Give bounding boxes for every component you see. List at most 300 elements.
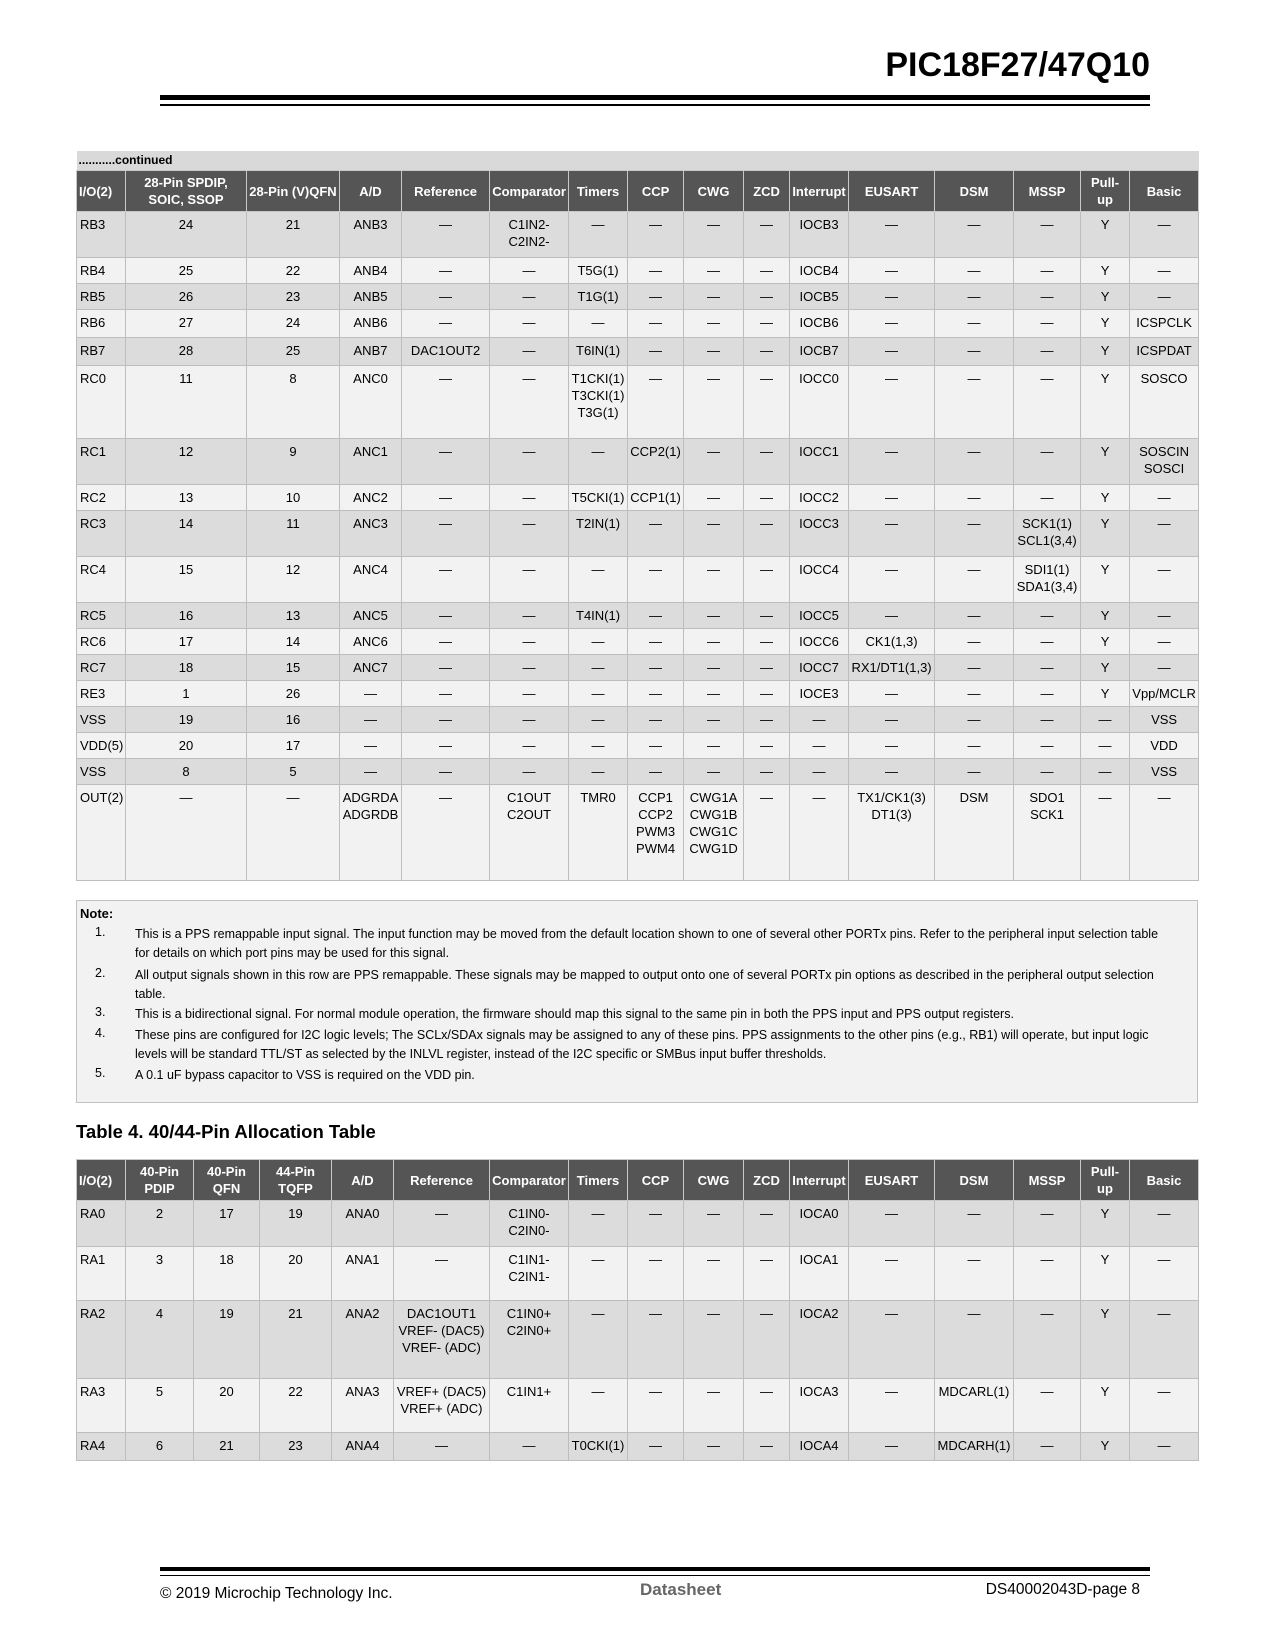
cell-text: — xyxy=(707,634,721,649)
cell-text: — xyxy=(439,686,453,701)
cell-text: — xyxy=(1157,634,1171,649)
cell-text: 13 xyxy=(178,490,194,505)
cell-text: IOCB3 xyxy=(799,217,839,232)
table-cell xyxy=(744,338,790,366)
table-cell xyxy=(490,629,569,655)
table-cell xyxy=(77,439,126,485)
table-cell xyxy=(247,603,340,629)
table-cell xyxy=(1014,1301,1081,1379)
cell-text: — xyxy=(649,562,663,577)
table-cell xyxy=(490,366,569,439)
cell-text: — xyxy=(1157,1206,1171,1221)
table-cell xyxy=(684,366,744,439)
cell-text: CCP2 xyxy=(638,807,673,822)
table-cell xyxy=(394,1433,490,1461)
cell-text: 21 xyxy=(285,217,301,232)
table-cell xyxy=(340,733,402,759)
table-cell xyxy=(1130,511,1199,557)
table-cell xyxy=(684,1433,744,1461)
cell-text: RC6 xyxy=(80,634,107,649)
cell-text: 25 xyxy=(285,343,301,358)
table-cell xyxy=(569,707,628,733)
cell-text: TX1/CK1(3) xyxy=(857,790,926,805)
table-caption: Table 4. 40/44-Pin Allocation Table xyxy=(76,1121,376,1142)
table-cell xyxy=(194,1379,260,1433)
table-cell xyxy=(247,338,340,366)
table-cell xyxy=(849,284,935,310)
table-row xyxy=(77,1433,1199,1461)
table-cell xyxy=(569,258,628,284)
table-cell xyxy=(628,785,684,881)
table-cell xyxy=(744,212,790,258)
cell-text: — xyxy=(707,263,721,278)
cell-text: 8 xyxy=(289,371,297,386)
cell-text: — xyxy=(439,263,453,278)
cell-text: — xyxy=(707,315,721,330)
cell-text: RB4 xyxy=(80,263,106,278)
column-header: 40-Pin PDIP xyxy=(126,1160,194,1201)
table-cell xyxy=(126,681,247,707)
table-cell xyxy=(77,284,126,310)
table-cell xyxy=(684,759,744,785)
cell-text: — xyxy=(812,790,826,805)
table-cell xyxy=(849,1379,935,1433)
cell-text: 5 xyxy=(289,764,297,779)
table-cell xyxy=(126,603,247,629)
cell-text: — xyxy=(967,1306,981,1321)
cell-text: 14 xyxy=(285,634,301,649)
cell-text: Y xyxy=(1100,289,1110,304)
cell-text: Y xyxy=(1100,608,1110,623)
table-cell xyxy=(1130,1433,1199,1461)
cell-text: — xyxy=(1157,1306,1171,1321)
cell-text: — xyxy=(885,712,899,727)
cell-text: — xyxy=(707,712,721,727)
table-cell xyxy=(790,629,849,655)
table-cell xyxy=(490,1201,569,1247)
table-cell xyxy=(77,1301,126,1379)
table-cell xyxy=(260,1201,332,1247)
cell-text: TMR0 xyxy=(580,790,616,805)
table-cell xyxy=(490,759,569,785)
cell-text: — xyxy=(707,490,721,505)
cell-text: — xyxy=(591,562,605,577)
cell-text: ANC7 xyxy=(353,660,388,675)
cell-text: 24 xyxy=(285,315,301,330)
cell-text: — xyxy=(885,444,899,459)
table-cell xyxy=(402,681,490,707)
table-cell xyxy=(935,366,1014,439)
cell-text: — xyxy=(1040,1384,1054,1399)
note-number: 1. xyxy=(95,925,106,939)
cell-text: 19 xyxy=(219,1306,234,1321)
cell-text: Y xyxy=(1100,490,1110,505)
table-cell xyxy=(790,284,849,310)
cell-text: — xyxy=(967,1206,981,1221)
cell-text: Y xyxy=(1100,343,1110,358)
table-cell xyxy=(340,655,402,681)
table-cell xyxy=(790,439,849,485)
cell-text: VDD xyxy=(1150,738,1178,753)
table-cell xyxy=(490,655,569,681)
table-cell xyxy=(402,258,490,284)
cell-text: — xyxy=(1040,712,1054,727)
table-cell xyxy=(684,338,744,366)
cell-text: — xyxy=(812,712,826,727)
table-cell xyxy=(935,1201,1014,1247)
cell-text: Y xyxy=(1100,1306,1110,1321)
cell-text: — xyxy=(760,562,774,577)
cell-text: — xyxy=(649,634,663,649)
table-cell xyxy=(849,485,935,511)
cell-text: IOCC4 xyxy=(799,562,839,577)
table-cell xyxy=(569,557,628,603)
table-cell xyxy=(490,439,569,485)
cell-text: RB6 xyxy=(80,315,106,330)
footer-copyright: © 2019 Microchip Technology Inc. xyxy=(160,1585,393,1602)
cell-text: ANC1 xyxy=(353,444,388,459)
table-cell xyxy=(628,212,684,258)
column-header: A/D xyxy=(332,1160,394,1201)
table-cell xyxy=(402,655,490,681)
table-cell xyxy=(1081,439,1130,485)
cell-text: 21 xyxy=(219,1438,234,1453)
cell-text: — xyxy=(649,712,663,727)
table-cell xyxy=(1014,511,1081,557)
cell-text: — xyxy=(967,371,981,386)
column-header: MSSP xyxy=(1014,171,1081,212)
table-cell xyxy=(332,1301,394,1379)
table-cell xyxy=(1130,1301,1199,1379)
cell-text: CWG1C xyxy=(689,824,738,839)
table-cell xyxy=(628,681,684,707)
cell-text: — xyxy=(760,217,774,232)
cell-text: Y xyxy=(1100,371,1110,386)
table-cell xyxy=(935,707,1014,733)
cell-text: — xyxy=(967,343,981,358)
cell-text: 4 xyxy=(155,1306,164,1321)
cell-text: 19 xyxy=(288,1206,303,1221)
table-cell xyxy=(340,338,402,366)
table-cell xyxy=(1081,707,1130,733)
column-header: EUSART xyxy=(849,171,935,212)
cell-text: DSM xyxy=(959,790,989,805)
table-cell xyxy=(1130,707,1199,733)
table-cell xyxy=(849,557,935,603)
cell-text: ADGRDA xyxy=(342,790,399,805)
cell-text: — xyxy=(439,608,453,623)
table-cell xyxy=(744,1301,790,1379)
note-text: This is a bidirectional signal. For normal module operation, the firmware should map this signal to the same pin in both the PPS input and PPS output registers. xyxy=(135,1007,1014,1021)
table-cell xyxy=(684,603,744,629)
table-cell xyxy=(402,603,490,629)
cell-text: — xyxy=(1040,444,1054,459)
cell-text: — xyxy=(967,315,981,330)
cell-text: 15 xyxy=(285,660,301,675)
cell-text: IOCC1 xyxy=(799,444,839,459)
table-cell xyxy=(744,1201,790,1247)
table-row xyxy=(77,212,1199,258)
table-cell xyxy=(247,310,340,338)
cell-text: — xyxy=(885,1306,898,1321)
table-cell xyxy=(247,258,340,284)
cell-text: — xyxy=(1098,790,1112,805)
table-cell xyxy=(1081,310,1130,338)
table-cell xyxy=(744,733,790,759)
cell-text: — xyxy=(885,608,899,623)
table-cell xyxy=(394,1301,490,1379)
cell-text: — xyxy=(967,562,981,577)
cell-text: — xyxy=(522,686,536,701)
cell-text: — xyxy=(967,1252,981,1267)
table-cell xyxy=(628,707,684,733)
table-cell xyxy=(247,485,340,511)
cell-text: VSS xyxy=(1151,764,1178,779)
cell-text: — xyxy=(967,289,981,304)
table-cell xyxy=(1130,785,1199,881)
table-cell xyxy=(849,258,935,284)
table-row xyxy=(77,785,1199,881)
cell-text: VSS xyxy=(80,764,107,779)
table-cell xyxy=(628,338,684,366)
document-title: PIC18F27/47Q10 xyxy=(885,46,1150,84)
cell-text: ANB4 xyxy=(353,263,388,278)
cell-text: C2IN1- xyxy=(508,1269,550,1284)
footer-page-number: DS40002043D-page 8 xyxy=(985,1581,1140,1598)
table-cell xyxy=(490,707,569,733)
cell-text: C1IN1- xyxy=(508,1252,550,1267)
table-cell xyxy=(1130,1379,1199,1433)
table-cell xyxy=(1130,338,1199,366)
cell-text: 22 xyxy=(288,1384,303,1399)
table-cell xyxy=(935,212,1014,258)
table-cell xyxy=(247,681,340,707)
cell-text: MDCARL(1) xyxy=(938,1384,1010,1399)
cell-text: — xyxy=(707,1206,720,1221)
cell-text: C1IN2- xyxy=(508,217,550,232)
note-number: 2. xyxy=(95,966,106,980)
table-cell xyxy=(628,1379,684,1433)
table-cell xyxy=(744,366,790,439)
cell-text: 19 xyxy=(178,712,194,727)
table-cell xyxy=(490,785,569,881)
table-cell xyxy=(340,681,402,707)
table-cell xyxy=(684,1247,744,1301)
table-cell xyxy=(1081,212,1130,258)
cell-text: ANC3 xyxy=(353,516,388,531)
cell-text: 18 xyxy=(178,660,194,675)
cell-text: — xyxy=(885,562,899,577)
cell-text: 26 xyxy=(285,686,301,701)
cell-text: — xyxy=(707,371,721,386)
cell-text: Vpp/MCLR xyxy=(1132,686,1196,701)
column-header: DSM xyxy=(935,1160,1014,1201)
cell-text: — xyxy=(649,1206,662,1221)
table-cell xyxy=(790,1433,849,1461)
table-cell xyxy=(490,1379,569,1433)
cell-text: — xyxy=(885,516,899,531)
table-cell xyxy=(790,338,849,366)
table-cell xyxy=(790,707,849,733)
table-cell xyxy=(1130,655,1199,681)
table-cell xyxy=(77,557,126,603)
table-cell xyxy=(628,366,684,439)
table-cell xyxy=(247,785,340,881)
cell-text: ANA2 xyxy=(345,1306,380,1321)
cell-text: — xyxy=(707,1306,720,1321)
cell-text: — xyxy=(885,217,899,232)
cell-text: IOCB7 xyxy=(799,343,839,358)
cell-text: — xyxy=(967,738,981,753)
cell-text: 8 xyxy=(182,764,190,779)
cell-text: CCP1(1) xyxy=(630,490,681,505)
cell-text: — xyxy=(1040,686,1054,701)
table-cell xyxy=(849,212,935,258)
cell-text: — xyxy=(522,562,536,577)
table-cell xyxy=(684,212,744,258)
cell-text: — xyxy=(591,634,605,649)
table-cell xyxy=(935,681,1014,707)
table-cell xyxy=(684,485,744,511)
table-cell xyxy=(126,707,247,733)
cell-text: — xyxy=(591,686,605,701)
table-cell xyxy=(340,629,402,655)
cell-text: T5G(1) xyxy=(577,263,619,278)
cell-text: PWM4 xyxy=(636,841,676,856)
table-cell xyxy=(935,1379,1014,1433)
cell-text: — xyxy=(760,516,774,531)
cell-text: SDI1(1) xyxy=(1024,562,1070,577)
cell-text: 15 xyxy=(178,562,194,577)
table-cell xyxy=(340,439,402,485)
cell-text: 9 xyxy=(289,444,297,459)
table-cell xyxy=(744,557,790,603)
table-cell xyxy=(849,785,935,881)
column-header: Comparator xyxy=(490,1160,569,1201)
table-cell xyxy=(402,511,490,557)
cell-text: 23 xyxy=(285,289,301,304)
table-cell xyxy=(194,1247,260,1301)
cell-text: — xyxy=(1157,1384,1171,1399)
cell-text: MDCARH(1) xyxy=(937,1438,1011,1453)
cell-text: VSS xyxy=(80,712,107,727)
column-header: Basic xyxy=(1130,171,1199,212)
cell-text: ANC5 xyxy=(353,608,388,623)
table-cell xyxy=(1130,485,1199,511)
cell-text: IOCC7 xyxy=(799,660,839,675)
table-cell xyxy=(247,733,340,759)
table-cell xyxy=(77,1201,126,1247)
table-cell xyxy=(744,603,790,629)
table-cell xyxy=(849,681,935,707)
cell-text: T1G(1) xyxy=(577,289,619,304)
table-cell xyxy=(790,557,849,603)
table-cell xyxy=(849,655,935,681)
cell-text: — xyxy=(760,634,774,649)
table-cell xyxy=(1014,603,1081,629)
pin-allocation-table-28pin xyxy=(76,151,1199,881)
table-cell xyxy=(402,338,490,366)
table-cell xyxy=(628,655,684,681)
table-cell xyxy=(790,655,849,681)
column-header: 44-Pin TQFP xyxy=(260,1160,332,1201)
cell-text: — xyxy=(707,444,721,459)
column-header: ZCD xyxy=(744,171,790,212)
table-cell xyxy=(77,785,126,881)
cell-text: T4IN(1) xyxy=(576,608,621,623)
table-cell xyxy=(340,366,402,439)
cell-text: IOCA4 xyxy=(799,1438,839,1453)
cell-text: VDD(5) xyxy=(80,738,124,753)
table-cell xyxy=(332,1379,394,1433)
column-header: CCP xyxy=(628,1160,684,1201)
cell-text: — xyxy=(760,289,774,304)
cell-text: — xyxy=(707,1252,720,1267)
cell-text: ANB3 xyxy=(353,217,388,232)
table-cell xyxy=(684,681,744,707)
table-cell xyxy=(126,629,247,655)
cell-text: — xyxy=(967,686,981,701)
cell-text: — xyxy=(885,315,899,330)
cell-text: RA0 xyxy=(80,1206,106,1221)
cell-text: RC1 xyxy=(80,444,107,459)
table-cell xyxy=(569,1247,628,1301)
table-cell xyxy=(402,310,490,338)
table-cell xyxy=(1081,733,1130,759)
table-cell xyxy=(340,485,402,511)
table-cell xyxy=(1081,557,1130,603)
table-cell xyxy=(569,1201,628,1247)
cell-text: — xyxy=(522,315,536,330)
table-row xyxy=(77,707,1199,733)
cell-text: — xyxy=(591,315,605,330)
table-cell xyxy=(1130,1201,1199,1247)
table-cell xyxy=(126,439,247,485)
cell-text: ANC4 xyxy=(353,562,388,577)
table-cell xyxy=(628,1433,684,1461)
table-cell xyxy=(126,212,247,258)
cell-text: — xyxy=(1040,1206,1054,1221)
table-row xyxy=(77,485,1199,511)
table-cell xyxy=(935,439,1014,485)
cell-text: ANA3 xyxy=(345,1384,380,1399)
cell-text: — xyxy=(885,1384,898,1399)
cell-text: 10 xyxy=(285,490,301,505)
table-row xyxy=(77,759,1199,785)
column-header: DSM xyxy=(935,171,1014,212)
table-cell xyxy=(744,310,790,338)
table-cell xyxy=(935,629,1014,655)
cell-text: — xyxy=(707,608,721,623)
table-cell xyxy=(490,258,569,284)
table-cell xyxy=(1130,284,1199,310)
cell-text: — xyxy=(649,371,663,386)
table-cell xyxy=(744,258,790,284)
table-cell xyxy=(684,310,744,338)
cell-text: RX1/DT1(1,3) xyxy=(851,660,932,675)
table-cell xyxy=(77,310,126,338)
table-cell xyxy=(744,759,790,785)
cell-text: — xyxy=(1157,660,1171,675)
table-cell xyxy=(684,258,744,284)
table-cell xyxy=(744,681,790,707)
cell-text: — xyxy=(967,764,981,779)
table-cell xyxy=(569,284,628,310)
cell-text: — xyxy=(1098,712,1112,727)
cell-text: ANB5 xyxy=(353,289,388,304)
table-cell xyxy=(684,511,744,557)
table-cell xyxy=(126,310,247,338)
